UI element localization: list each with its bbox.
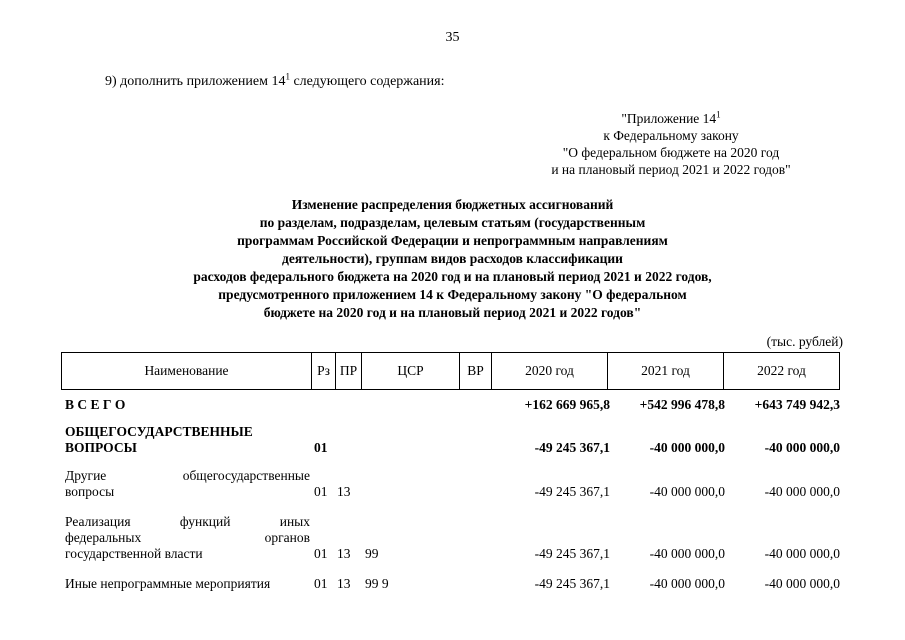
header-pr: ПР <box>335 353 361 389</box>
row-pr: 13 <box>337 484 351 499</box>
document-title: Изменение распределения бюджетных ассигнований по разделам, подразделам, целевым статьям (государственным программам Российской Федерации и непрограммным направлениям деятельности), группам видов расходов классификации расходов федерального бюджета на 2020 год и на плановый период 2021 и 2022 годов, предусмотренного приложением 14 к Федеральному закону "О федеральном бюджете на 2020 год и на плановый период 2021 и 2022 годов" <box>193 197 712 320</box>
row-name: ОБЩЕГОСУДАРСТВЕННЫЕ ВОПРОСЫ <box>65 424 253 455</box>
row-pr: 13 <box>337 546 351 561</box>
header-csr: ЦСР <box>361 353 459 389</box>
row-rz: 01 <box>314 484 328 499</box>
header-rz: Рз <box>311 353 335 389</box>
row-2022: -40 000 000,0 <box>764 440 840 455</box>
header-vr: ВР <box>459 353 491 389</box>
row-2020: -49 245 367,1 <box>534 440 610 455</box>
table-header <box>61 352 840 390</box>
row-2021: +542 996 478,8 <box>639 397 725 412</box>
row-2020: -49 245 367,1 <box>534 576 610 591</box>
row-2022: -40 000 000,0 <box>764 484 840 499</box>
appendix-header: "Приложение $14^1$ к Федеральному закону "О федеральном бюджете на 2020 год и на плановый период 2021 и 2022 годов" <box>521 110 821 178</box>
row-2022: +643 749 942,3 <box>754 397 840 412</box>
intro-paragraph: 9) дополнить приложением $14^1$ следующего содержания: <box>105 71 445 89</box>
row-2021: -40 000 000,0 <box>649 484 725 499</box>
header-2021: 2021 год <box>607 353 723 389</box>
row-2022: -40 000 000,0 <box>764 576 840 591</box>
row-rz: 01 <box>314 546 328 561</box>
row-2020: -49 245 367,1 <box>534 546 610 561</box>
row-rz: 01 <box>314 440 328 455</box>
row-name: В С Е Г О <box>65 397 126 412</box>
header-2020: 2020 год <box>491 353 607 389</box>
row-2022: -40 000 000,0 <box>764 546 840 561</box>
row-2020: +162 669 965,8 <box>524 397 610 412</box>
row-2021: -40 000 000,0 <box>649 576 725 591</box>
appendix-line-2: к Федеральному закону <box>603 128 739 143</box>
units-label: (тыс. рублей) <box>766 334 843 349</box>
appendix-line-4: и на плановый период 2021 и 2022 годов" <box>551 162 791 177</box>
row-csr: 99 9 <box>365 576 389 591</box>
row-2021: -40 000 000,0 <box>649 546 725 561</box>
row-pr: 13 <box>337 576 351 591</box>
row-2020: -49 245 367,1 <box>534 484 610 499</box>
header-name: Наименование <box>144 363 229 378</box>
row-rz: 01 <box>314 576 328 591</box>
row-csr: 99 <box>365 546 379 561</box>
header-2022: 2022 год <box>723 353 839 389</box>
appendix-line-1: "Приложение 14 <box>621 111 717 126</box>
row-2021: -40 000 000,0 <box>649 440 725 455</box>
row-name: Иные непрограммные мероприятия <box>65 576 271 591</box>
row-name: Другие общегосударственные вопросы <box>65 468 310 499</box>
row-name: Реализация функций иных федеральных органов государственной власти <box>65 514 310 561</box>
page-number: 35 <box>445 30 460 45</box>
appendix-line-3: "О федеральном бюджете на 2020 год <box>562 145 780 160</box>
